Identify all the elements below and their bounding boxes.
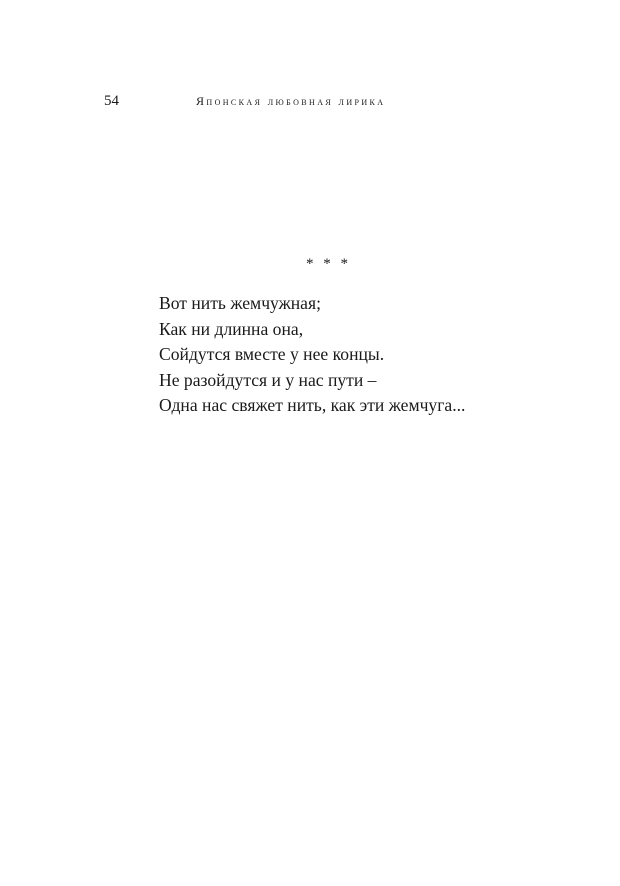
poem — [159, 291, 465, 419]
poem-line: Не разойдутся и у нас пути – — [159, 369, 377, 390]
poem-line: Сойдутся вместе у нее концы. — [159, 344, 385, 364]
poem-line: Одна нас свяжет нить, как эти жемчуга... — [159, 395, 466, 415]
section-separator: * * * — [306, 256, 351, 272]
running-title: Японская любовная лирика — [196, 94, 386, 108]
poem-line: Вот нить жемчужная; — [159, 293, 321, 313]
poem-line: Как ни длинна она, — [159, 318, 304, 339]
page-number: 54 — [104, 93, 119, 109]
